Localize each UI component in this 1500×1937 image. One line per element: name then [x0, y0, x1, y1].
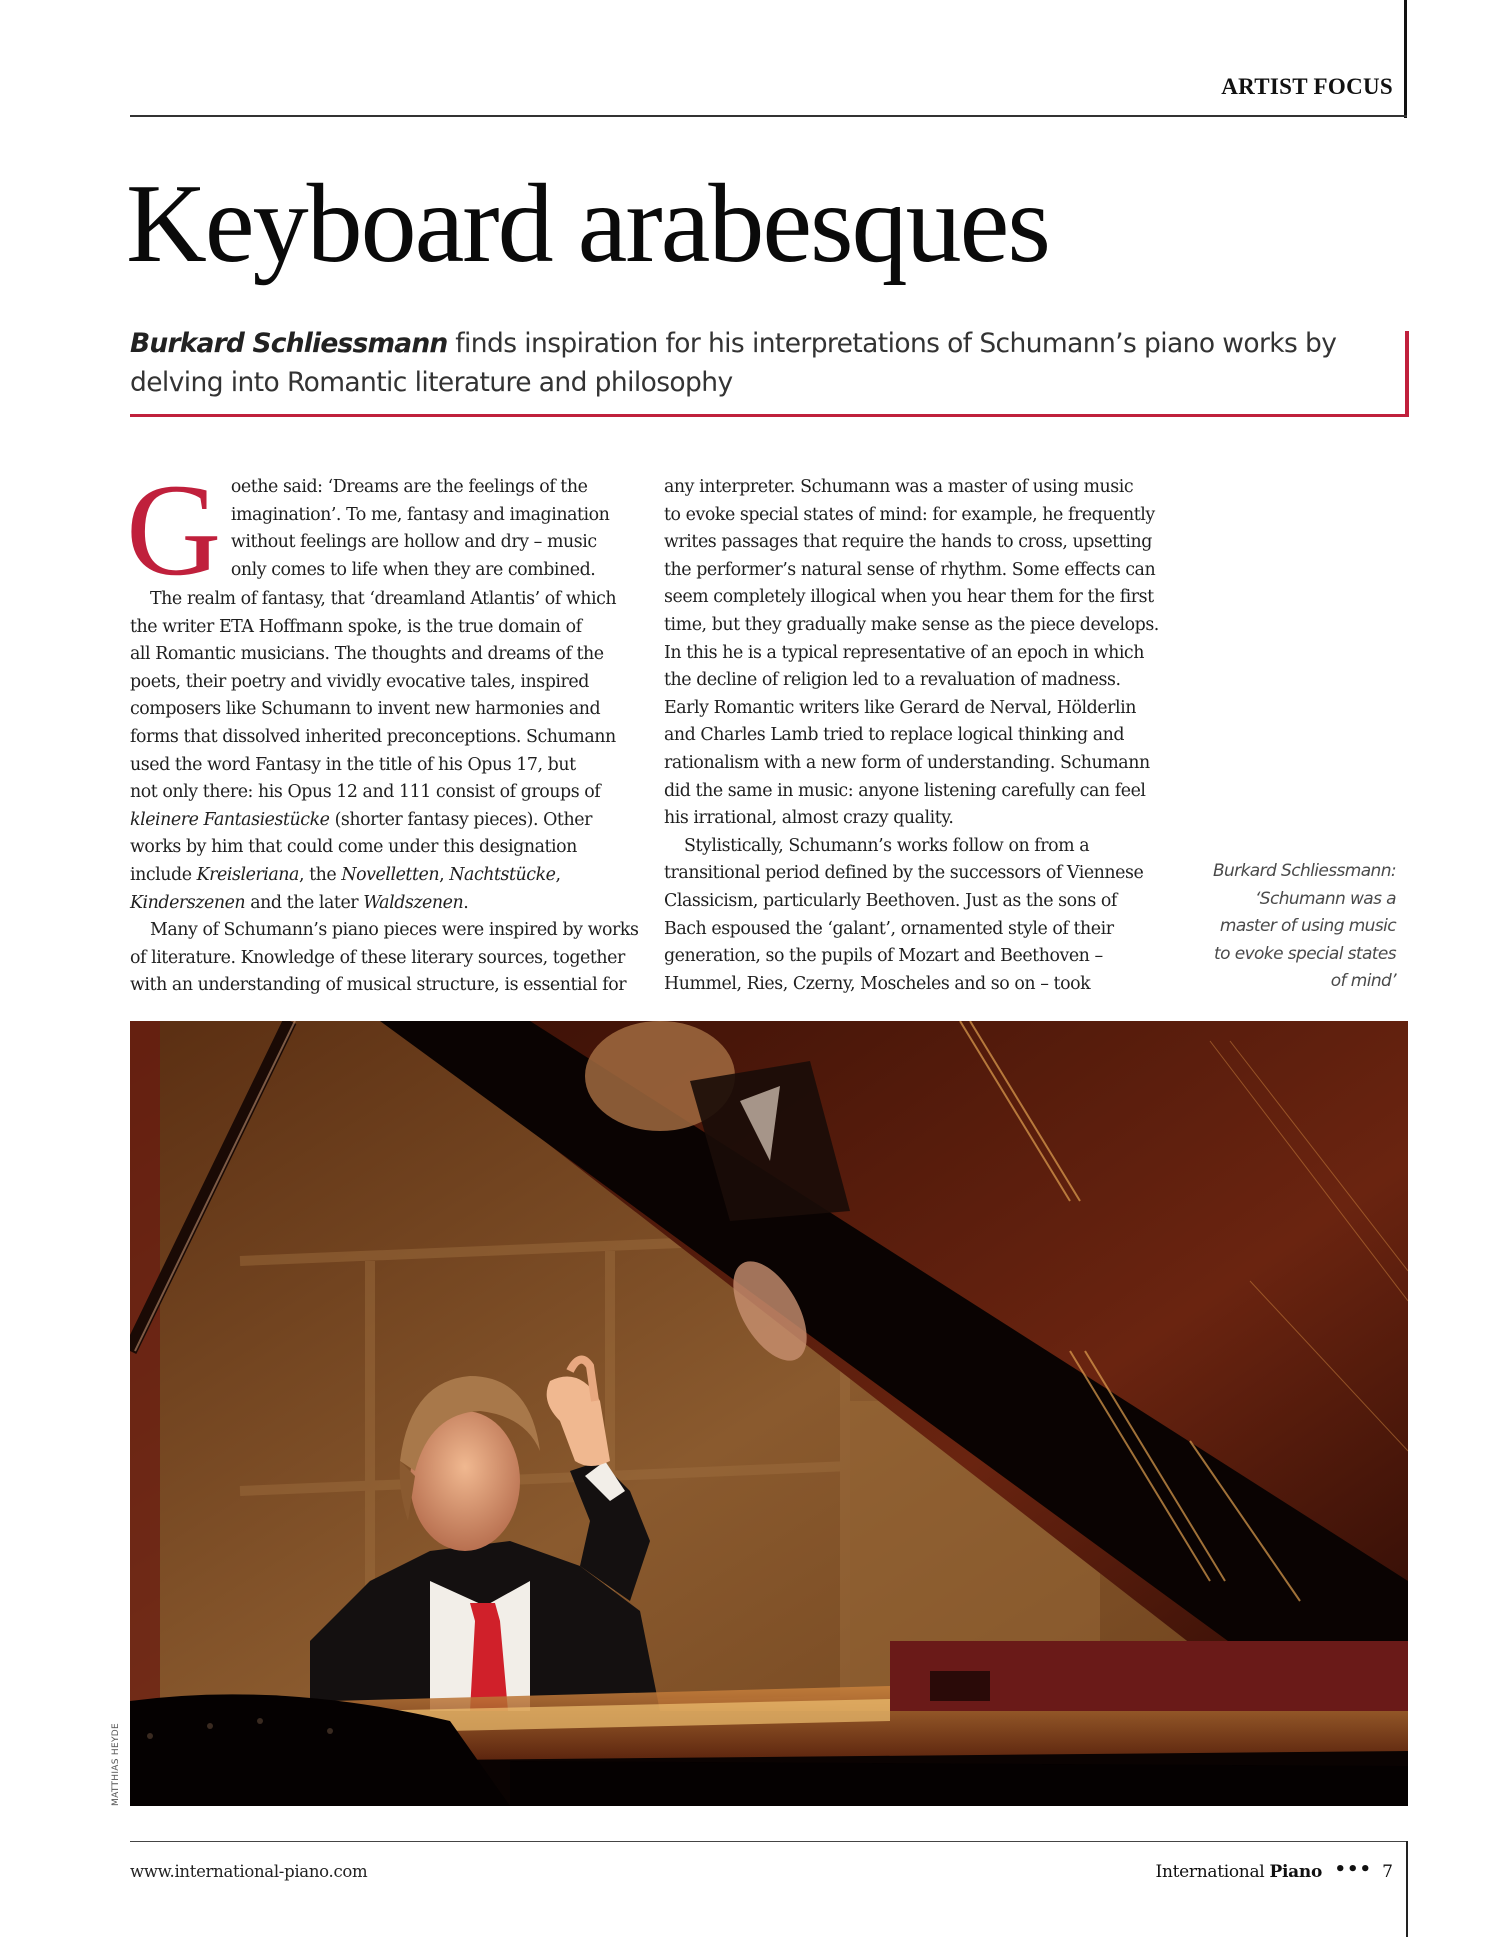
body-line	[130, 862, 630, 890]
body-text: ,	[555, 864, 561, 885]
body-line: Classicism, particularly Beethoven. Just as the sons of	[664, 890, 1117, 911]
top-right-rule	[1404, 0, 1407, 118]
bottom-right-rule	[1406, 1841, 1408, 1937]
body-line: oethe said: ‘Dreams are the feelings of the	[230, 477, 588, 497]
pull-quote-line: to evoke special states	[1214, 943, 1396, 964]
footer-rule	[130, 1841, 1407, 1842]
standfirst	[130, 324, 1395, 402]
body-line: rationalism with a new form of understanding. Schumann	[664, 752, 1150, 773]
body-line: forms that dissolved inherited preconceptions. Schumann	[130, 726, 616, 747]
website-url[interactable]: www.international-piano.com	[130, 1862, 368, 1881]
body-line: Stylistically, Schumann’s works follow on from a	[684, 835, 1090, 856]
body-line: with an understanding of musical structure, is essential for	[130, 975, 627, 996]
italic-title: Nachtstücke	[449, 864, 556, 885]
body-line: In this he is a typical representative of an epoch in which	[664, 642, 1144, 663]
photo-credit: MATTHIAS HEYDE	[111, 1723, 121, 1806]
body-line: The realm of fantasy, that ‘dreamland Atlantis’ of which	[150, 589, 617, 609]
body-line	[130, 890, 630, 918]
body-line: transitional period defined by the successors of Viennese	[664, 863, 1144, 884]
italic-title: Kinderszenen	[130, 892, 246, 913]
accent-bar	[1405, 331, 1409, 417]
body-line: composers like Schumann to invent new harmonies and	[130, 699, 601, 720]
body-line: Hummel, Ries, Czerny, Moscheles and so on – took	[664, 973, 1091, 994]
body-line: Bach espoused the ‘galant’, ornamented style of their	[664, 918, 1114, 939]
body-line: writes passages that require the hands to cross, upsetting	[664, 532, 1152, 553]
magazine-name	[1156, 1862, 1322, 1882]
pull-quote-line: ‘Schumann was a	[1254, 888, 1396, 909]
italic-title: kleinere Fantasiestücke	[130, 809, 330, 830]
page-number: 7	[1382, 1862, 1393, 1882]
italic-title: Kreisleriana	[196, 864, 299, 885]
pull-quote	[1176, 858, 1396, 996]
body-line: any interpreter. Schumann was a master of using music	[664, 477, 1134, 497]
accent-rule	[130, 414, 1408, 417]
body-line: his irrational, almost crazy quality.	[664, 808, 954, 829]
body-text: include	[130, 864, 197, 885]
section-label: ARTIST FOCUS	[1221, 74, 1393, 99]
body-line: and Charles Lamb tried to replace logical thinking and	[664, 725, 1125, 746]
magazine-name-regular: International	[1155, 1862, 1270, 1882]
body-line: not only there: his Opus 12 and 111 consist of groups of	[130, 782, 601, 803]
body-text: (shorter fantasy pieces). Other	[329, 809, 592, 830]
pull-quote-line: master of using music	[1219, 916, 1396, 936]
body-column-2	[664, 474, 1164, 998]
body-line: the writer ETA Hoffmann spoke, is the true domain of	[130, 616, 582, 637]
magazine-name-bold: Piano	[1269, 1862, 1322, 1882]
body-line: without feelings are hollow and dry – music	[230, 532, 597, 553]
pull-quote-line: Burkard Schliessmann:	[1212, 861, 1396, 881]
body-line: only comes to life when they are combined.	[230, 559, 596, 580]
body-text: .	[463, 892, 469, 913]
body-text: ,	[439, 864, 450, 885]
body-line: used the word Fantasy in the title of his Opus 17, but	[130, 754, 576, 775]
drop-cap: G	[126, 456, 221, 603]
body-line: the performer’s natural sense of rhythm. Some effects can	[664, 559, 1156, 580]
body-line: seem completely illogical when you hear them for the first	[664, 587, 1154, 608]
body-line: the decline of religion led to a revaluation of madness.	[664, 670, 1121, 691]
standfirst-text: finds inspiration for his interpretations of Schumann’s piano works by delving into Romantic literature and philosophy	[130, 328, 1337, 398]
body-line: did the same in music: anyone listening carefully can feel	[664, 780, 1146, 801]
body-column-1	[126, 456, 639, 1000]
italic-title: Waldszenen	[363, 892, 464, 913]
body-line: to evoke special states of mind: for example, he frequently	[664, 504, 1155, 525]
body-line	[130, 807, 630, 835]
dots-separator-icon: •••	[1334, 1859, 1372, 1880]
body-text: and the later	[245, 892, 364, 913]
pianist-photo	[130, 1021, 1408, 1806]
body-line: Early Romantic writers like Gerard de Nerval, Hölderlin	[664, 697, 1136, 718]
body-line: of literature. Knowledge of these literary sources, together	[130, 947, 625, 968]
body-line: works by him that could come under this designation	[130, 837, 577, 858]
photo-illustration	[130, 1021, 1408, 1806]
body-line: time, but they gradually make sense as the piece develops.	[664, 614, 1159, 635]
body-line: poets, their poetry and vividly evocative tales, inspired	[130, 671, 589, 692]
standfirst-author: Burkard Schliessmann	[130, 328, 448, 359]
article-title: Keyboard arabesques	[126, 162, 1049, 286]
body-text: , the	[298, 864, 342, 885]
body-line: generation, so the pupils of Mozart and Beethoven –	[664, 946, 1103, 967]
body-line: imagination’. To me, fantasy and imagination	[230, 504, 610, 525]
body-line: all Romantic musicians. The thoughts and dreams of the	[130, 644, 604, 665]
italic-title: Novelletten	[341, 864, 440, 885]
header-rule	[130, 115, 1407, 117]
pull-quote-line: of mind’	[1330, 971, 1396, 991]
body-line: Many of Schumann’s piano pieces were inspired by works	[150, 920, 639, 941]
